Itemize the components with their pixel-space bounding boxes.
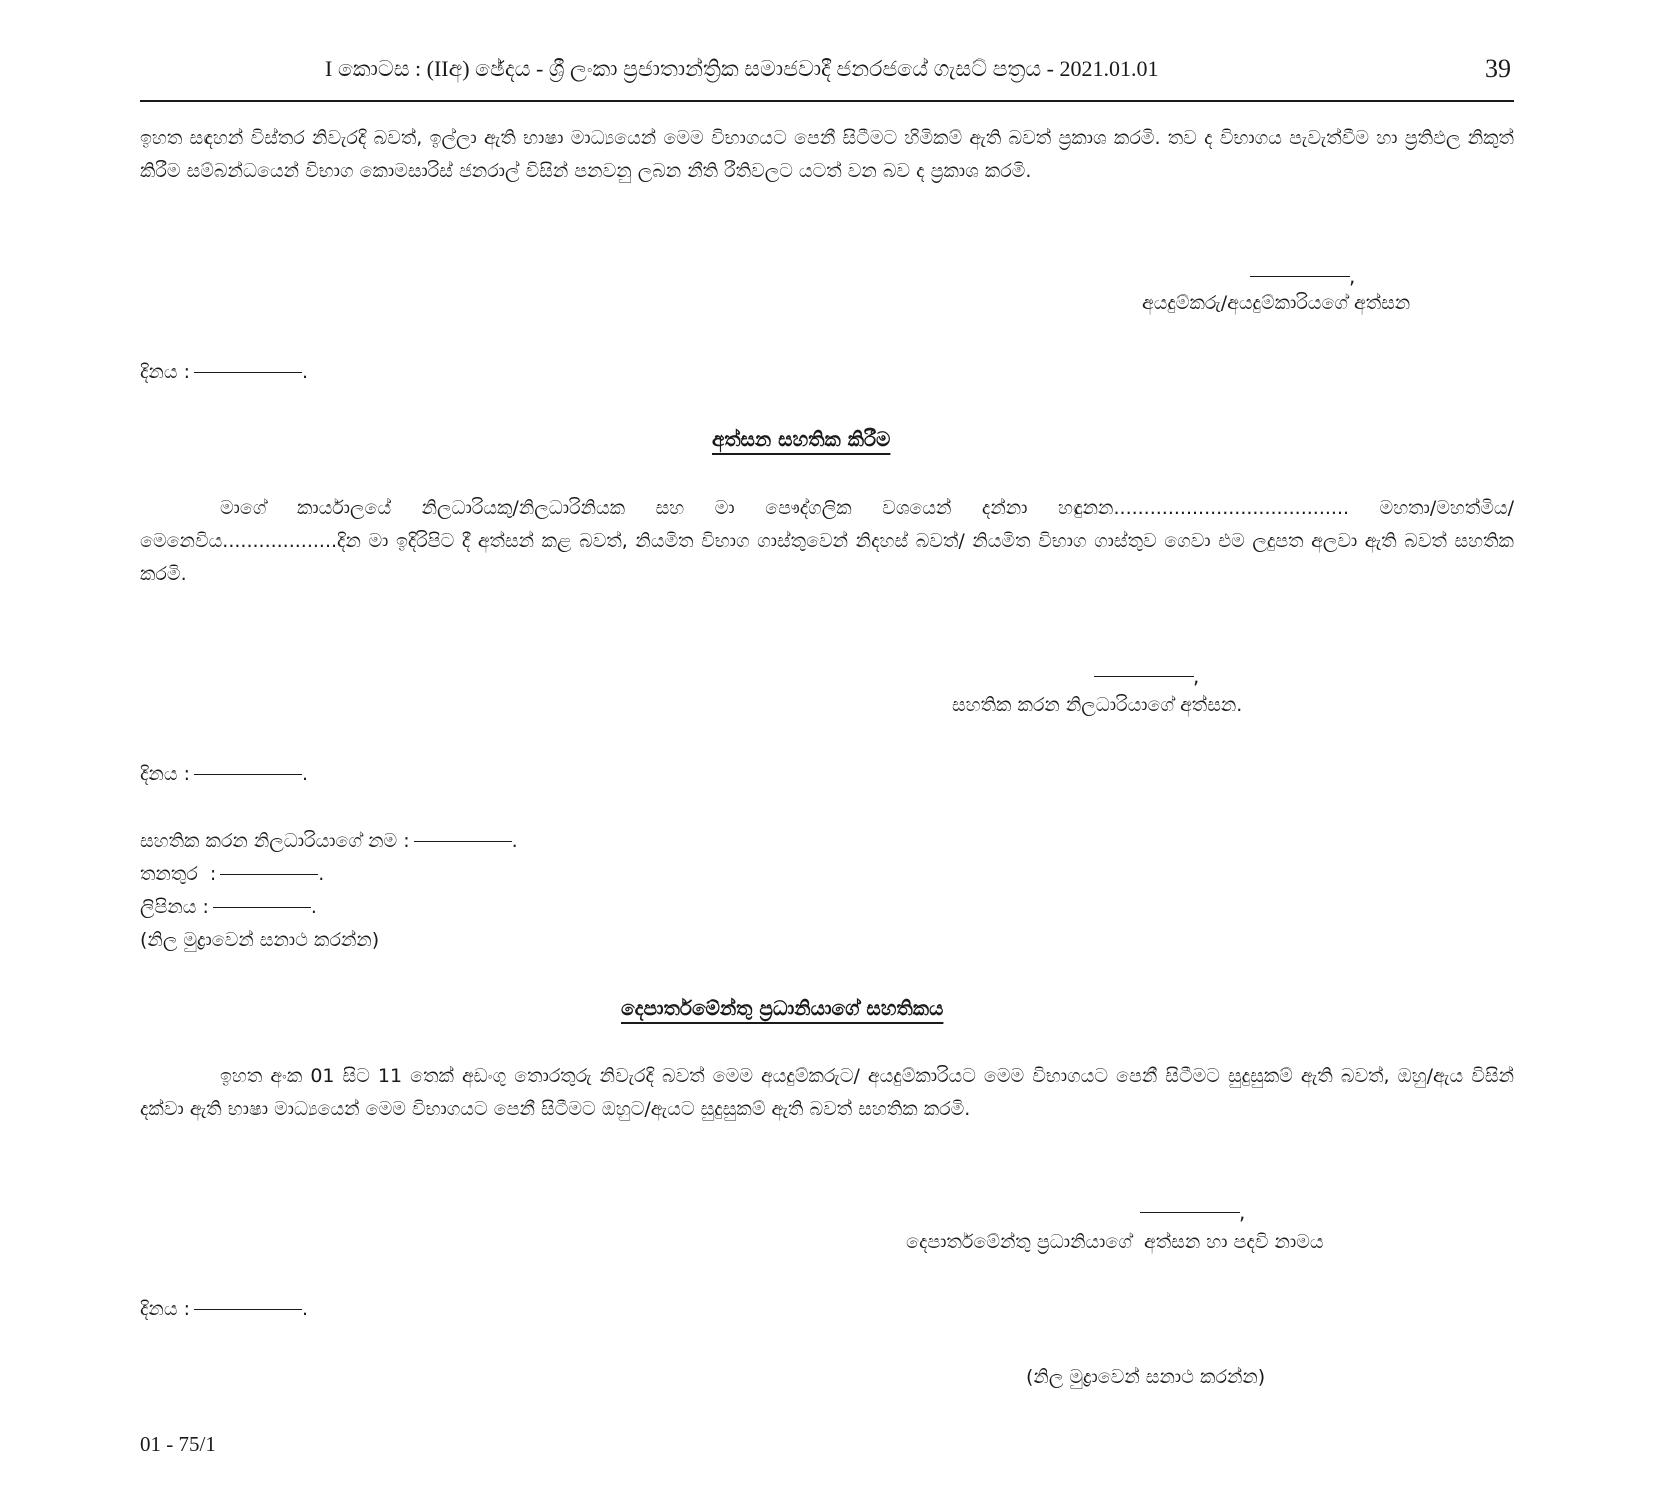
officer-name-row: සහතික කරන නිලධාරියාගේ නම : . bbox=[140, 830, 518, 852]
head-signature-line bbox=[1140, 1212, 1240, 1213]
officer-signature-label: සහතික කරන නිලධාරියාගේ අත්සන. bbox=[952, 694, 1243, 716]
signature-comma: , bbox=[1239, 1200, 1246, 1224]
officer-address-blank bbox=[213, 907, 311, 908]
head-seal-note: (නිල මුද්‍රාවෙන් සනාථ කරන්න) bbox=[1026, 1366, 1266, 1388]
header-rule bbox=[140, 100, 1514, 102]
officer-signature-line bbox=[1094, 676, 1194, 677]
officer-name-blank bbox=[414, 841, 512, 842]
gazette-header-title: I කොටස : (IIඅ) ඡේදය - ශ්‍රී ලංකා ප්‍රජාතාන්ත්‍රික සමාජවාදී ජනරජයේ ගැසට් පත්‍රය - 2021.01.01 bbox=[325, 56, 1159, 81]
notice-code: 01 - 75/1 bbox=[140, 1432, 216, 1456]
head-date-row: දිනය : . bbox=[140, 1298, 309, 1320]
signature-comma: , bbox=[1193, 664, 1200, 688]
date-label: දිනය : bbox=[140, 361, 190, 383]
date-label: දිනය : bbox=[140, 1298, 190, 1320]
attestation-heading: අත්සන සහතික කිරීම bbox=[712, 427, 891, 451]
officer-designation-label: තනතුර : bbox=[140, 863, 217, 885]
head-certificate-heading: දෙපාර්තමේන්තු ප්‍රධානියාගේ සහතිකය bbox=[621, 996, 944, 1020]
head-certificate-paragraph: ඉහත අංක 01 සිට 11 තෙක් අඩංගු තොරතුරු නිවැරදි බවත් මෙම අයදුම්කරුට/ අයදුම්කාරියට මෙම විභාගයට පෙනී සිටීමට සුදුසුකම් ඇති බවත්, ඔහු/ඇය විසින් දක්වා ඇති භාෂා මාධ්‍යයෙන් මෙම විභාගයට පෙනී සිටීමට ඔහුට/ඇයට සුදුසුකම් ඇති බවත් සහතික කරමි. bbox=[140, 1065, 1514, 1120]
head-signature-label: දෙපාර්තමේන්තු ප්‍රධානියාගේ අත්සන හා පදවි නාමය bbox=[906, 1231, 1324, 1253]
date-label: දිනය : bbox=[140, 763, 190, 785]
officer-name-label: සහතික කරන නිලධාරියාගේ නම : bbox=[140, 830, 410, 852]
date-blank-line bbox=[194, 774, 302, 775]
applicant-signature-label: අයදුම්කරු/අයදුම්කාරියගේ අත්සන bbox=[1142, 292, 1411, 314]
applicant-date-row: දිනය : . bbox=[140, 361, 309, 383]
officer-date-row: දිනය : . bbox=[140, 763, 309, 785]
officer-seal-note: (නිල මුද්‍රාවෙන් සනාථ කරන්න) bbox=[140, 929, 380, 951]
page-number: 39 bbox=[1485, 54, 1511, 83]
officer-designation-row: තනතුර : . bbox=[140, 863, 325, 885]
officer-designation-blank bbox=[220, 874, 318, 875]
officer-address-label: ලිපිනය : bbox=[140, 896, 209, 918]
officer-address-row: ලිපිනය : . bbox=[140, 896, 317, 918]
date-blank-line bbox=[194, 372, 302, 373]
applicant-signature-line bbox=[1250, 276, 1350, 277]
date-blank-line bbox=[194, 1309, 302, 1310]
signature-comma: , bbox=[1349, 264, 1356, 288]
declaration-paragraph: ඉහත සඳහන් විස්තර නිවැරදි බවත්, ඉල්ලා ඇති භාෂා මාධ්‍යයෙන් මෙම විභාගයට පෙනී සිටීමට හිමිකම් ඇති බවත් ප්‍රකාශ කරමි. තව ද විභාගය පැවැත්වීම හා ප්‍රතිඵල නිකුත් කිරීම සම්බන්ධයෙන් විභාග කොමසාරිස් ජනරාල් විසින් පනවනු ලබන නීති රීතිවලට යටත් වන බව ද ප්‍රකාශ කරමි. bbox=[140, 127, 1514, 182]
attestation-paragraph: මාගේ කාර්යාලයේ නිලධාරියකු/නිලධාරිනියක සහ මා පෞද්ගලික වශයෙන් දන්නා හඳුනන....................................... මහතා/මහත්මිය/මෙනෙවිය...................දින මා ඉදිරිපිට දී අත්සන් කළ බවත්, නියමිත විභාග ගාස්තුවෙන් නිදහස් බවත්/ නියමිත විභාග ගාස්තුව ගෙවා එම ලදුපත අලවා ඇති බවත් සහතික කරමි. bbox=[140, 497, 1514, 585]
